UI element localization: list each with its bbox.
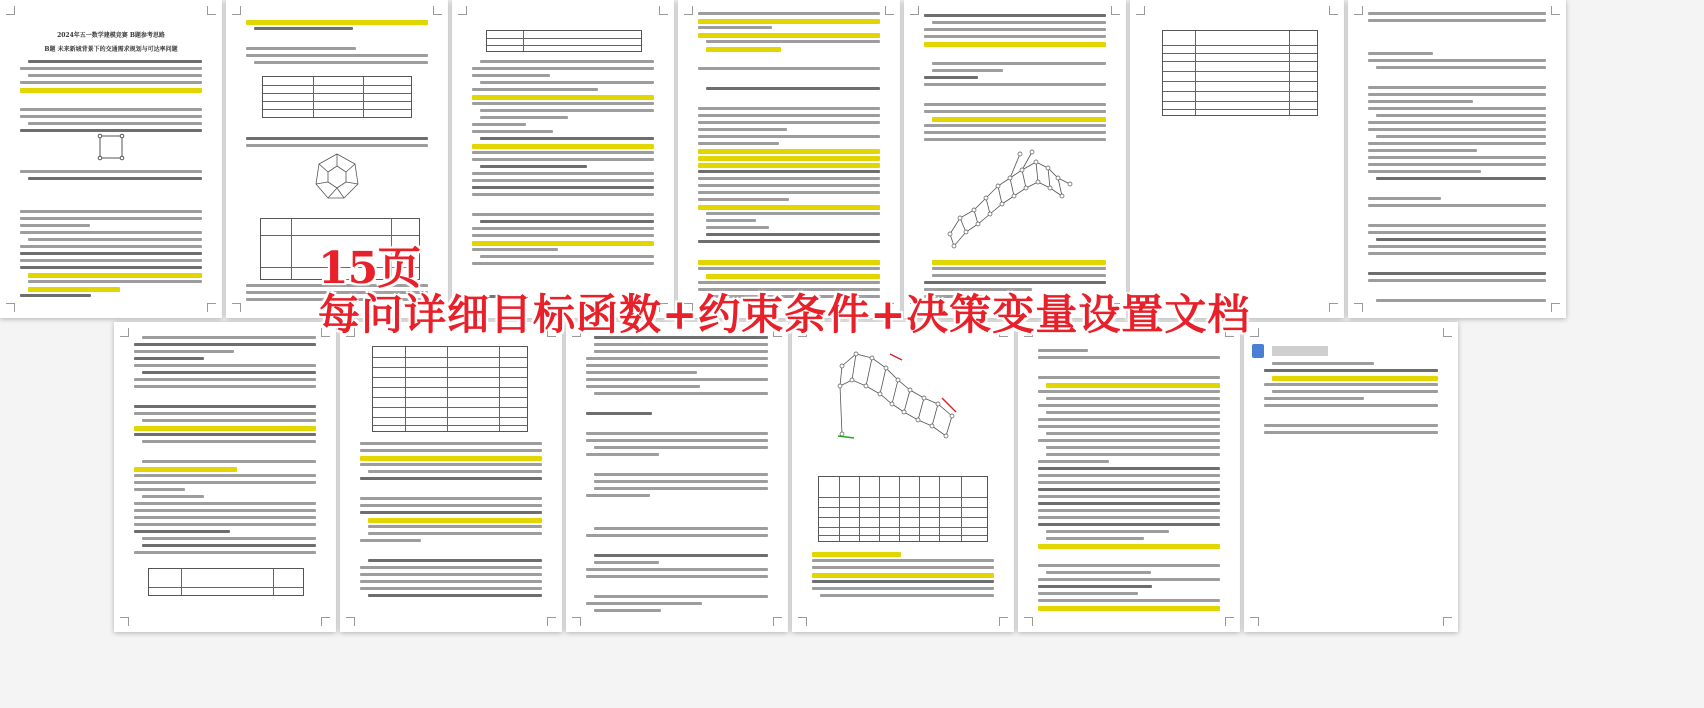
text-line: [134, 350, 234, 353]
text-line: [1368, 170, 1481, 173]
text-line: [594, 392, 768, 395]
text-line: [1376, 66, 1546, 69]
traffic-network-figure: [832, 346, 962, 446]
text-line: [480, 60, 654, 63]
text-line: [1038, 404, 1220, 407]
text-line: [1264, 404, 1438, 407]
text-line: [812, 580, 994, 583]
text-line: [368, 594, 542, 597]
text-line: [134, 405, 316, 408]
text-line: [360, 511, 542, 514]
text-line: [134, 426, 316, 431]
text-line: [1264, 397, 1364, 400]
text-line: [932, 274, 1106, 277]
text-line: [924, 138, 1106, 141]
text-line: [1038, 481, 1220, 484]
text-line: [472, 241, 654, 246]
text-line: [368, 518, 542, 523]
text-line: [1046, 453, 1220, 456]
text-line: [480, 255, 654, 258]
text-line: [1376, 299, 1546, 302]
text-line: [28, 60, 202, 63]
text-line: [20, 224, 90, 227]
text-line: [594, 480, 768, 483]
text-line: [1046, 432, 1220, 435]
text-line: [706, 212, 880, 215]
text-line: [1264, 369, 1438, 372]
text-line: [820, 594, 994, 597]
text-line: [698, 191, 880, 194]
traffic-network-figure: [940, 148, 1080, 252]
text-line: [698, 170, 880, 173]
text-line: [1368, 252, 1546, 255]
text-line: [142, 495, 204, 498]
page-count-banner: 15页: [318, 243, 421, 294]
text-line: [28, 238, 202, 241]
text-line: [20, 210, 202, 213]
data-table: [1162, 30, 1318, 116]
text-line: [28, 177, 202, 180]
text-line: [1368, 272, 1546, 275]
text-line: [1368, 12, 1546, 15]
text-line: [20, 217, 202, 220]
text-line: [1368, 19, 1546, 22]
text-line: [1264, 383, 1438, 386]
document-page-1: [0, 0, 222, 318]
text-line: [1038, 349, 1088, 352]
text-line: [472, 262, 654, 265]
text-line: [20, 170, 202, 173]
text-line: [472, 179, 654, 182]
text-line: [594, 473, 768, 476]
text-line: [932, 117, 1106, 122]
text-line: [1368, 107, 1546, 110]
text-line: [1368, 197, 1441, 200]
text-line: [142, 336, 316, 339]
text-line: [1046, 537, 1144, 540]
text-line: [698, 240, 880, 243]
text-line: [1264, 424, 1438, 427]
text-line: [472, 95, 654, 100]
document-subtitle: B题 未来新城背景下的交通需求规划与可达率问题: [44, 46, 178, 53]
text-line: [1038, 502, 1220, 505]
text-line: [246, 20, 428, 25]
text-line: [28, 287, 120, 292]
text-line: [1038, 592, 1138, 595]
description-banner: 每问详细目标函数+约束条件+决策变量设置文档: [318, 290, 1251, 339]
text-line: [1038, 356, 1220, 359]
text-line: [594, 554, 768, 557]
text-line: [1368, 93, 1546, 96]
text-line: [360, 587, 542, 590]
text-line: [142, 537, 316, 540]
text-line: [254, 61, 428, 64]
text-line: [932, 69, 1003, 72]
text-line: [1272, 390, 1438, 393]
text-line: [1368, 142, 1546, 145]
text-line: [472, 123, 526, 126]
text-line: [1368, 52, 1433, 55]
text-line: [812, 587, 994, 590]
text-line: [20, 266, 202, 269]
text-line: [472, 186, 654, 189]
text-line: [594, 527, 768, 530]
text-line: [1038, 509, 1220, 512]
text-line: [586, 364, 768, 367]
text-line: [924, 42, 1106, 47]
text-line: [698, 128, 787, 131]
text-line: [1038, 585, 1152, 588]
text-line: [1368, 86, 1546, 89]
text-line: [1376, 135, 1546, 138]
text-line: [1368, 100, 1473, 103]
text-line: [368, 559, 542, 562]
text-line: [28, 280, 202, 283]
text-line: [368, 470, 542, 473]
text-line: [472, 88, 598, 91]
text-line: [246, 54, 428, 57]
document-title: 2024年五一数学建模竞赛 B题参考思路: [57, 32, 165, 39]
text-line: [924, 76, 978, 79]
text-line: [368, 532, 542, 535]
text-line: [360, 456, 542, 461]
text-line: [1368, 121, 1546, 124]
text-line: [246, 137, 428, 140]
text-line: [586, 385, 700, 388]
text-line: [1368, 156, 1546, 159]
text-line: [360, 573, 542, 576]
document-page-4: [678, 0, 900, 318]
text-line: [134, 357, 204, 360]
text-line: [480, 137, 654, 140]
text-line: [134, 502, 316, 505]
text-line: [698, 260, 880, 265]
text-line: [1272, 362, 1374, 365]
text-line: [1046, 530, 1169, 533]
text-line: [1376, 238, 1546, 241]
text-line: [134, 385, 316, 388]
text-line: [1038, 516, 1220, 519]
text-line: [698, 26, 772, 29]
text-line: [924, 131, 1106, 134]
text-line: [698, 33, 880, 38]
text-line: [594, 343, 768, 346]
text-line: [1038, 544, 1220, 549]
data-table: [818, 476, 988, 542]
text-line: [480, 165, 587, 168]
text-line: [28, 273, 202, 278]
text-line: [1272, 376, 1438, 381]
text-line: [472, 248, 558, 251]
text-line: [20, 108, 202, 111]
text-line: [142, 460, 316, 463]
text-line: [706, 219, 756, 222]
text-line: [932, 267, 1106, 270]
text-line: [706, 47, 781, 52]
text-line: [586, 494, 650, 497]
text-line: [134, 530, 230, 533]
text-line: [1038, 439, 1220, 442]
text-line: [20, 129, 202, 132]
text-line: [698, 184, 880, 187]
text-line: [594, 561, 659, 564]
text-line: [698, 135, 880, 138]
document-page-11: [792, 322, 1014, 632]
text-line: [1038, 564, 1220, 567]
text-line: [20, 81, 202, 84]
text-line: [1038, 495, 1220, 498]
text-line: [1376, 177, 1546, 180]
text-line: [698, 198, 789, 201]
text-line: [134, 523, 316, 526]
text-line: [586, 534, 768, 537]
document-page-7: [1348, 0, 1566, 318]
text-line: [1368, 245, 1546, 248]
text-line: [472, 172, 654, 175]
text-line: [480, 116, 568, 119]
text-line: [932, 62, 1106, 65]
text-line: [594, 595, 768, 598]
text-line: [586, 453, 659, 456]
text-line: [142, 544, 316, 547]
text-line: [472, 144, 654, 149]
document-page-10: [566, 322, 788, 632]
text-line: [20, 294, 91, 297]
text-line: [246, 144, 428, 147]
text-line: [254, 27, 353, 30]
text-line: [706, 233, 880, 236]
text-line: [698, 163, 880, 168]
text-line: [924, 124, 1106, 127]
text-line: [472, 74, 550, 77]
text-line: [134, 343, 316, 346]
text-line: [134, 488, 185, 491]
text-line: [142, 419, 316, 422]
text-line: [472, 158, 654, 161]
text-line: [812, 559, 994, 562]
text-line: [360, 463, 542, 466]
text-line: [472, 102, 654, 105]
text-line: [1046, 446, 1220, 449]
text-line: [924, 28, 1106, 31]
traffic-network-figure: [96, 132, 126, 162]
data-table: [262, 76, 412, 118]
data-table: [372, 346, 528, 432]
text-line: [1038, 460, 1109, 463]
text-line: [924, 110, 1106, 113]
text-line: [706, 274, 880, 279]
document-page-13: [1244, 322, 1458, 632]
text-line: [142, 440, 316, 443]
text-line: [586, 378, 768, 381]
text-line: [368, 525, 542, 528]
text-line: [924, 103, 1106, 106]
text-line: [360, 442, 542, 445]
text-line: [586, 602, 702, 605]
text-line: [706, 226, 769, 229]
text-line: [924, 14, 1106, 17]
text-line: [698, 142, 779, 145]
text-line: [1038, 578, 1220, 581]
text-line: [480, 81, 654, 84]
text-line: [1264, 431, 1438, 434]
text-line: [246, 47, 356, 50]
text-line: [360, 580, 542, 583]
text-line: [20, 88, 202, 93]
text-line: [586, 575, 768, 578]
text-line: [134, 481, 316, 484]
text-line: [586, 357, 768, 360]
text-line: [28, 122, 202, 125]
text-line: [1368, 128, 1546, 131]
text-line: [586, 432, 768, 435]
text-line: [586, 568, 768, 571]
document-page-3: [452, 0, 674, 318]
text-line: [360, 566, 542, 569]
text-line: [360, 449, 542, 452]
text-line: [472, 227, 654, 230]
document-page-5: [904, 0, 1126, 318]
document-tag: [1272, 346, 1328, 356]
text-line: [932, 260, 1106, 265]
text-line: [932, 21, 1106, 24]
text-line: [586, 412, 652, 415]
text-line: [134, 412, 316, 415]
text-line: [1038, 523, 1220, 526]
text-line: [594, 487, 768, 490]
text-line: [20, 67, 202, 70]
text-line: [1046, 571, 1151, 574]
text-line: [360, 477, 542, 480]
text-line: [142, 371, 316, 374]
text-line: [1368, 224, 1546, 227]
text-line: [706, 87, 880, 90]
text-line: [698, 267, 880, 270]
text-line: [1368, 231, 1546, 234]
text-line: [706, 40, 880, 43]
text-line: [1046, 411, 1220, 414]
text-line: [1038, 390, 1220, 393]
text-line: [586, 439, 768, 442]
text-line: [134, 509, 316, 512]
text-line: [472, 130, 553, 133]
text-line: [1046, 383, 1220, 388]
text-line: [480, 109, 654, 112]
text-line: [472, 193, 654, 196]
text-line: [134, 474, 316, 477]
text-line: [28, 74, 202, 77]
text-line: [1368, 149, 1477, 152]
text-line: [20, 115, 202, 118]
text-line: [472, 151, 654, 154]
text-line: [1038, 488, 1220, 491]
text-line: [134, 433, 316, 436]
text-line: [698, 177, 880, 180]
text-line: [924, 35, 1106, 38]
text-line: [812, 552, 901, 557]
text-line: [1038, 418, 1220, 421]
text-line: [1368, 279, 1546, 282]
text-line: [472, 213, 654, 216]
data-table: [486, 30, 642, 52]
text-line: [20, 252, 202, 255]
text-line: [134, 378, 316, 381]
text-line: [1368, 204, 1546, 207]
text-line: [812, 566, 994, 569]
text-line: [472, 67, 654, 70]
text-line: [20, 245, 202, 248]
text-line: [1038, 467, 1220, 470]
text-line: [134, 364, 316, 367]
text-line: [1038, 599, 1220, 602]
text-line: [1368, 163, 1546, 166]
text-line: [698, 205, 880, 210]
text-line: [360, 539, 421, 542]
text-line: [586, 371, 697, 374]
text-line: [1376, 114, 1546, 117]
text-line: [1038, 376, 1220, 379]
document-page-6: [1130, 0, 1344, 318]
text-line: [1046, 397, 1220, 400]
text-line: [698, 67, 880, 70]
text-line: [812, 573, 994, 578]
text-line: [594, 609, 661, 612]
text-line: [924, 83, 1106, 86]
text-line: [134, 516, 316, 519]
text-line: [360, 504, 542, 507]
text-line: [360, 497, 542, 500]
text-line: [1368, 59, 1546, 62]
text-line: [594, 350, 768, 353]
text-line: [594, 446, 768, 449]
document-icon: [1252, 344, 1264, 358]
document-page-8: [114, 322, 336, 632]
text-line: [1038, 425, 1220, 428]
text-line: [20, 231, 202, 234]
text-line: [1038, 474, 1220, 477]
text-line: [134, 551, 316, 554]
text-line: [698, 121, 880, 124]
text-line: [472, 234, 654, 237]
text-line: [20, 259, 202, 262]
text-line: [134, 467, 237, 472]
text-line: [1038, 606, 1220, 611]
text-line: [698, 12, 880, 15]
document-page-9: [340, 322, 562, 632]
text-line: [698, 107, 880, 110]
text-line: [698, 19, 880, 24]
text-line: [698, 114, 880, 117]
text-line: [698, 156, 880, 161]
traffic-network-figure: [310, 150, 364, 204]
text-line: [698, 149, 880, 154]
document-page-12: [1018, 322, 1240, 632]
data-table: [148, 568, 304, 596]
text-line: [480, 220, 654, 223]
